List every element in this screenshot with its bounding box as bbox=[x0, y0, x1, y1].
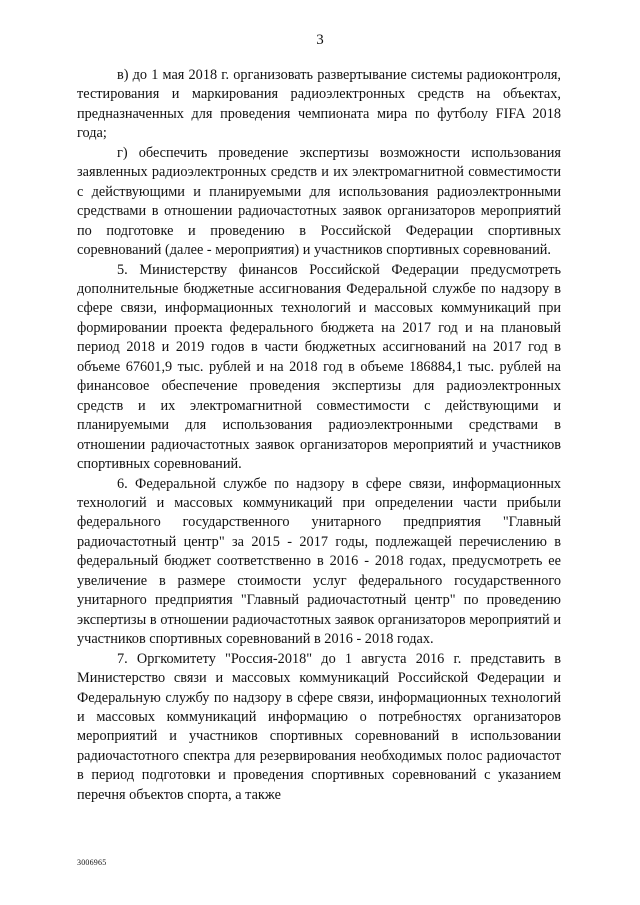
paragraph-point-5: 5. Министерству финансов Российской Федерации предусмотреть дополнительные бюджетные ассигнования Федеральной службе по надзору в сфере связи, информационных технологий и массовых коммуникаций при формировании проекта федерального бюджета на 2017 год и на плановый период 2018 и 2019 годов в части бюджетных ассигнований на 2017 год в объеме 67601,9 тыс. рублей и на 2018 год в объеме 186884,1 тыс. рублей на финансовое обеспечение проведения экспертизы для радиоэлектронных средств и их электромагнитной совместимости с действующими и планируемыми для использования радиоэлектронными средствами в отношении радиочастотных заявок организаторов мероприятий и участников спортивных соревнований. bbox=[77, 261, 561, 473]
page-number: 3 bbox=[316, 32, 324, 48]
paragraph-item-v: в) до 1 мая 2018 г. организовать развертывание системы радиоконтроля, тестирования и маркирования радиоэлектронных средств на объектах, предназначенных для проведения чемпионата мира по футболу FIFA 2018 года; bbox=[77, 67, 561, 142]
paragraph-item-g: г) обеспечить проведение экспертизы возможности использования заявленных радиоэлектронных средств и их электромагнитной совместимости с действующими и планируемыми для использования радиоэлектронными средствами в отношении радиочастотных заявок организаторов мероприятий по подготовке и проведению в Российской Федерации спортивных соревнований (далее - мероприятия) и участников спортивных соревнований. bbox=[77, 144, 561, 259]
document-body bbox=[77, 66, 561, 805]
paragraph-point-7: 7. Оргкомитету "Россия-2018" до 1 августа 2016 г. представить в Министерство связи и массовых коммуникаций Российской Федерации и Федеральную службу по надзору в сфере связи, информационных технологий и массовых коммуникаций информацию о потребностях организаторов мероприятий и участников спортивных соревнований в использовании радиочастотного спектра для резервирования необходимых полос радиочастот в период подготовки и проведения спортивных соревнований с указанием перечня объектов спорта, а также bbox=[77, 650, 561, 803]
paragraph-point-6: 6. Федеральной службе по надзору в сфере связи, информационных технологий и массовых коммуникаций при определении части прибыли федерального государственного унитарного предприятия "Главный радиочастотный центр" за 2015 - 2017 годы, подлежащей перечислению в федеральный бюджет соответственно в 2016 - 2018 годах, предусмотреть ее увеличение в размере стоимости услуг федерального государственного унитарного предприятия "Главный радиочастотный центр" по проведению экспертизы в отношении радиочастотных заявок организаторов мероприятий и участников спортивных соревнований в 2016 - 2018 годах. bbox=[77, 475, 561, 648]
document-code: 3006965 bbox=[77, 858, 107, 867]
